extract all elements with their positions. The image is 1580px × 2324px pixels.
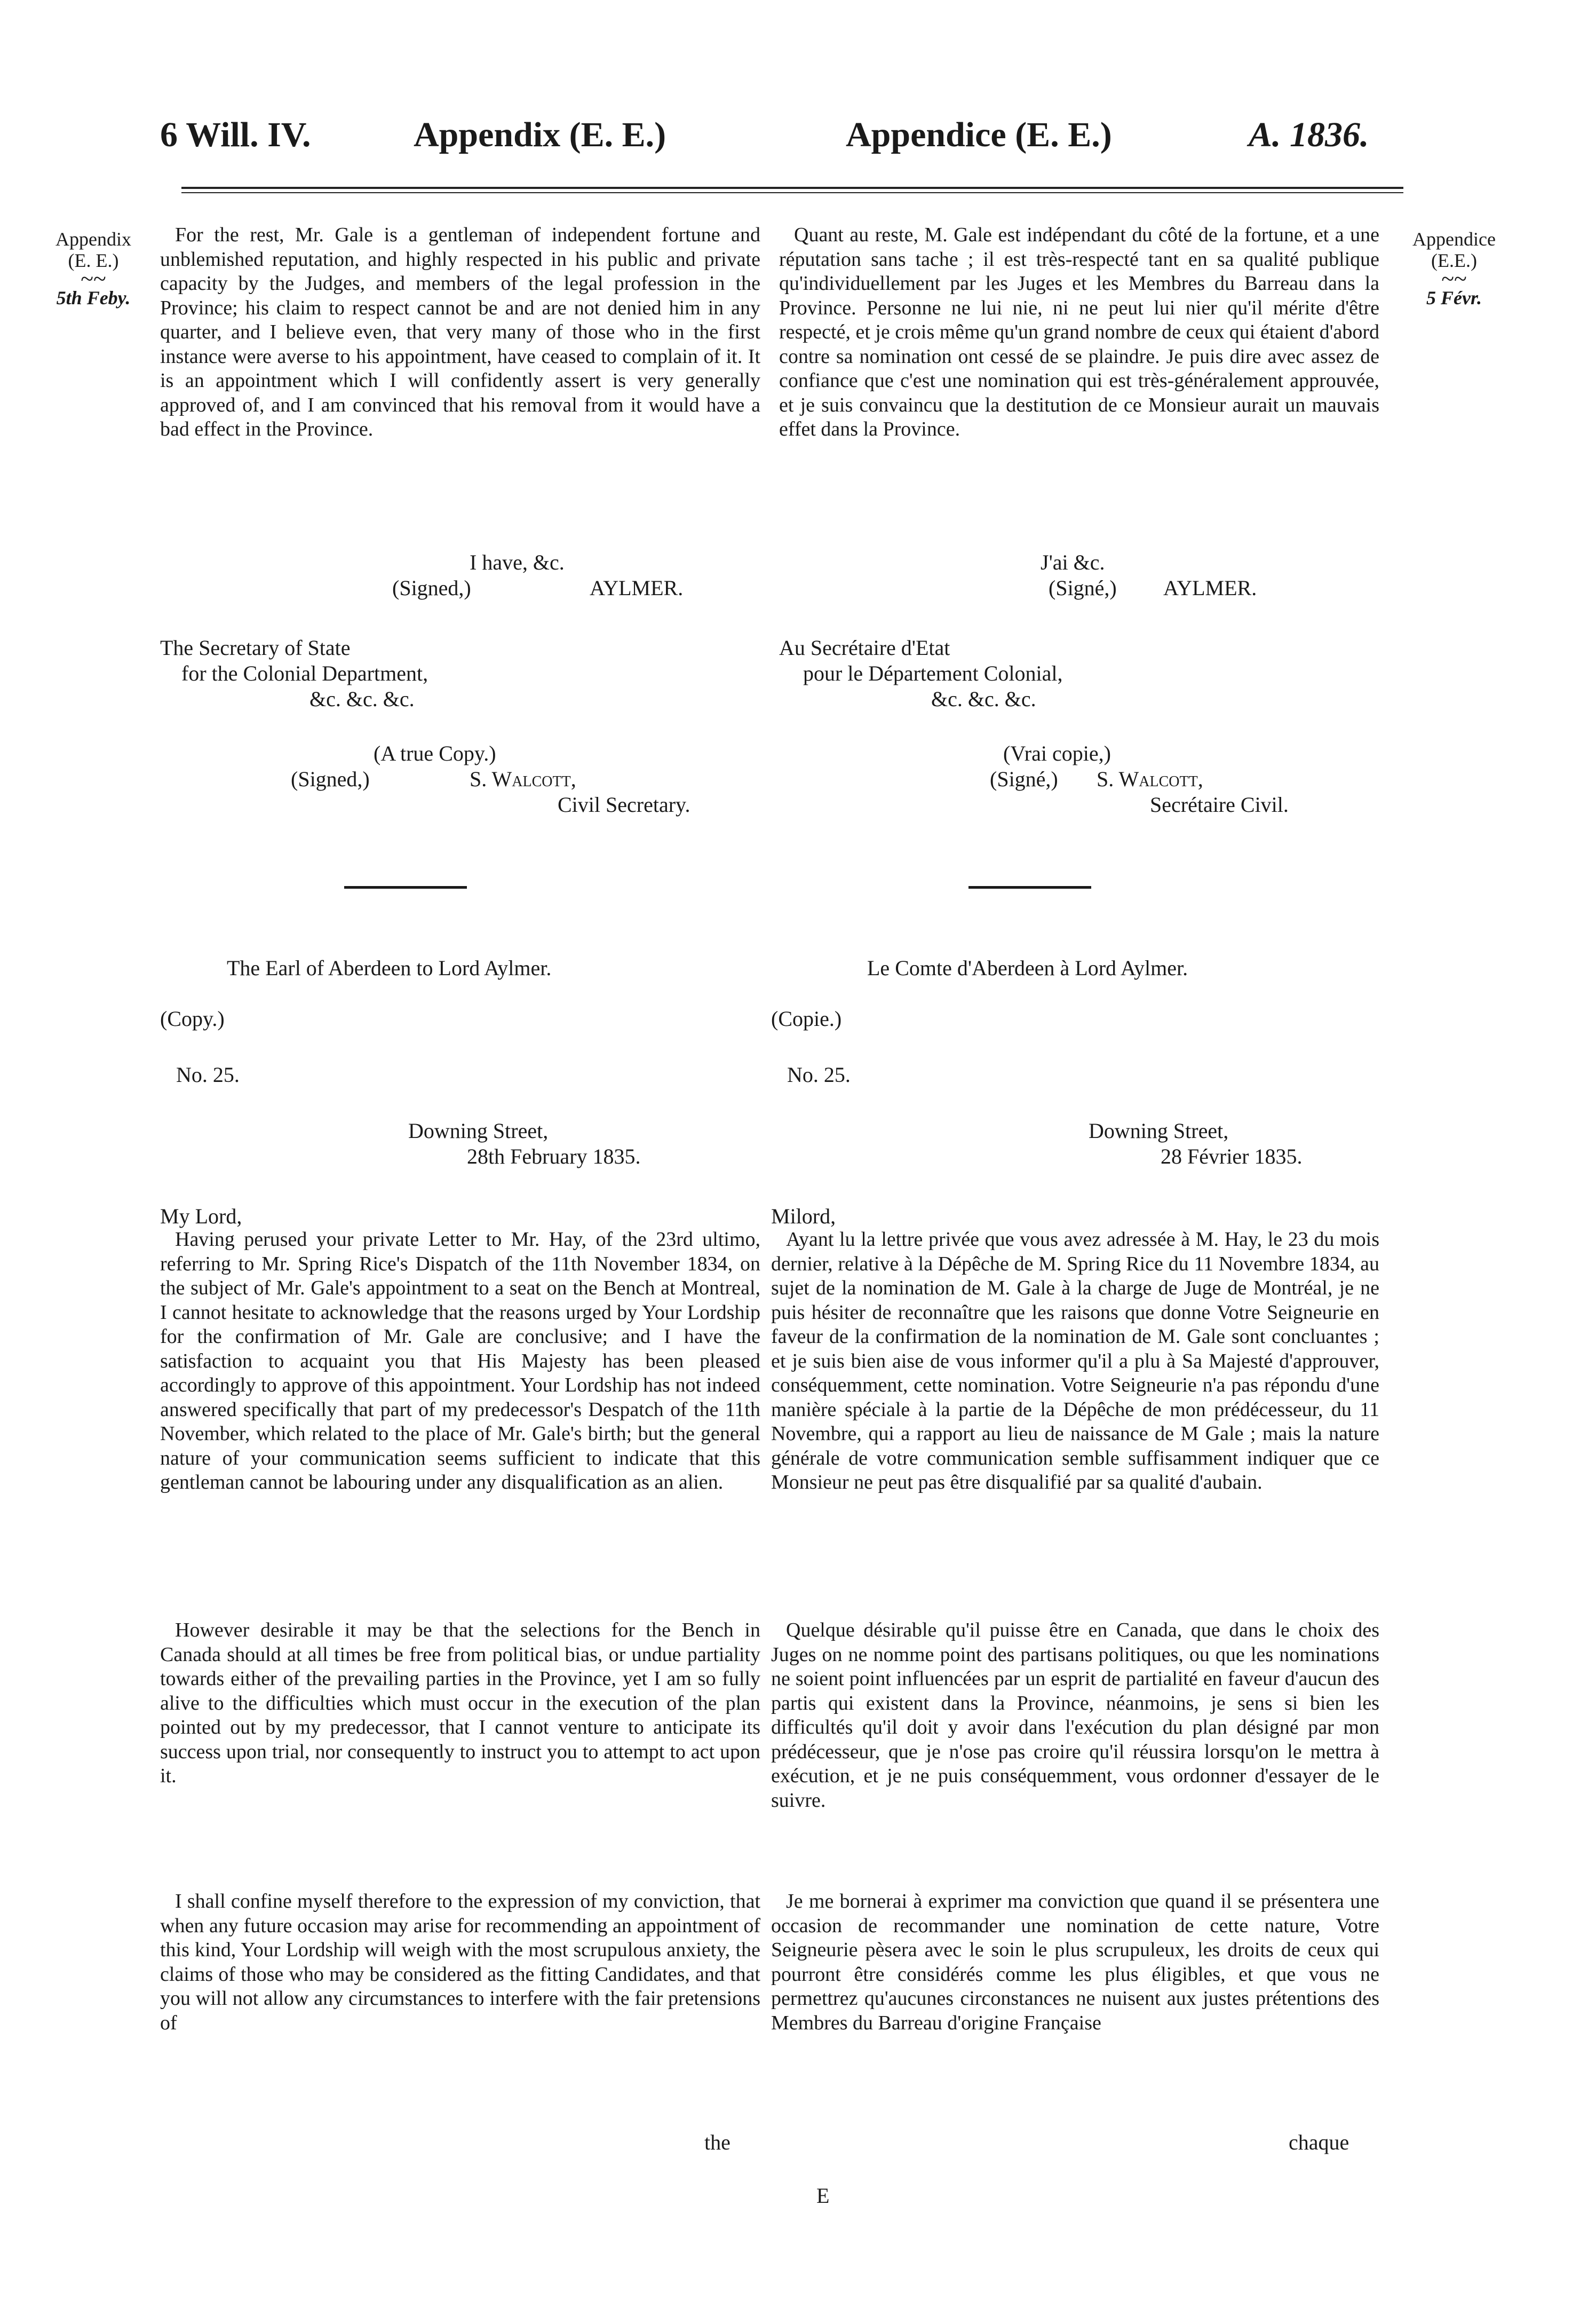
section-rule <box>344 886 467 889</box>
letter-title: The Earl of Aberdeen to Lord Aylmer. <box>227 956 552 980</box>
dispatch-date: 28th February 1835. <box>467 1144 641 1168</box>
signature-mark: E <box>816 2184 830 2208</box>
secretary-name: S. Walcott, <box>1097 767 1203 791</box>
signed-label: (Signed,) <box>392 576 471 600</box>
header-title-english: Appendix (E. E.) <box>414 115 666 154</box>
copy-label: (Copy.) <box>160 1007 225 1031</box>
true-copy-label: (Vrai copie,) <box>1003 741 1111 765</box>
margin-note-right <box>1393 228 1515 309</box>
dispatch-date: 28 Février 1835. <box>1161 1144 1303 1168</box>
copy-label: (Copie.) <box>771 1007 842 1031</box>
margin-sub: (E.E.) <box>1431 250 1477 271</box>
catchword: chaque <box>1289 2130 1349 2154</box>
margin-note-left <box>32 228 155 309</box>
french-body-paragraph: Quelque désirable qu'il puisse être en Canada, que dans le choix des Juges on ne nomme point des partisans politiques, ou que les nominations ne soient point influencées par un esprit de partialité en faveur d'aucun des partis qui existent dans la Province, néanmoins, je sens si bien les difficultés qu'il doit y avoir dans l'exécution du plan désigné par mon prédécesseur, que je n'ose pas croire qu'il réussira lorsqu'on le mettra à exécution, et je ne puis conséquemment, vous ordonner d'essayer de le suivre. <box>771 1619 1379 1812</box>
english-body-paragraph: I shall confine myself therefore to the expression of my conviction, that when any future occasion may arise for recommending an appointment of this kind, Your Lordship will weigh with the most scrupulous anxiety, the claims of those who may be considered as the fitting Candidates, and that you will not allow any circumstances to interfere with the fair pretensions of <box>160 1890 760 2034</box>
margin-date: 5 Févr. <box>1426 287 1482 309</box>
closing-phrase: J'ai &c. <box>1041 550 1105 574</box>
french-body-paragraph: Ayant lu la lettre privée que vous avez adressée à M. Hay, le 23 du mois dernier, relative à la Dépêche de M. Spring Rice du 11 Novembre 1834, au sujet de la nomination de M. Gale à la charge de Juge de Montréal, je ne puis hésiter de reconnaître que les raisons que donne Votre Seigneurie en faveur de la confirmation de la nomination de M. Gale sont concluantes ; et je suis bien aise de vous informer qu'il a plu à Sa Majesté d'approuver, conséquemment, cette nomination. Votre Seigneurie n'a pas répondu d'une manière spéciale à la partie de la Dépêche de mon prédécesseur, du 11 Novembre, qui a rapport au lieu de naissance de M Gale ; mais la nature générale de votre communication semble suffisamment indiquer que ce Monsieur ne peut pas être disqualifié par sa qualité d'aubain. <box>771 1228 1379 1493</box>
dispatch-place: Downing Street, <box>408 1119 549 1143</box>
addressee-line: The Secretary of State <box>160 636 351 660</box>
english-body-paragraph: Having perused your private Letter to Mr. Hay, of the 23rd ultimo, referring to Mr. Spring Rice's Dispatch of the 11th November 1834, on the subject of Mr. Gale's appointment to a seat on the Bench at Montreal, I cannot hesitate to acknowledge that the reasons urged by Your Lordship for the confirmation of Mr. Gale are conclusive; and I have the satisfaction to acquaint you that His Majesty has been pleased accordingly to approve of this appointment. Your Lordship has not indeed answered specifically that part of my predecessor's Despatch of the 11th November, which related to the place of Mr. Gale's birth; but the general nature of your communication seems sufficient to indicate that this gentleman cannot be labouring under any disqualification as an alien. <box>160 1228 760 1493</box>
margin-sub: (E. E.) <box>68 250 119 271</box>
signer-name: AYLMER. <box>1163 576 1257 600</box>
header-year: A. 1836. <box>1249 115 1369 154</box>
signed-label: (Signé,) <box>990 767 1058 791</box>
section-rule <box>968 886 1091 889</box>
english-body-paragraph: However desirable it may be that the selections for the Bench in Canada should at all times be free from political bias, or undue partiality towards either of the prevailing parties in the Province, yet I am so fully alive to the difficulties which must occur in the execution of the plan pointed out by my predecessor, that I cannot venture to anticipate its success upon trial, nor consequently to instruct you to attempt to act upon it. <box>160 1619 760 1787</box>
addressee-line: Au Secrétaire d'Etat <box>779 636 950 660</box>
margin-label: Appendix <box>55 228 131 250</box>
salutation: Milord, <box>771 1204 836 1228</box>
secretary-title: Secrétaire Civil. <box>1150 793 1289 817</box>
addressee-line: &c. &c. &c. <box>931 687 1036 711</box>
closing-phrase: I have, &c. <box>470 550 565 574</box>
true-copy-label: (A true Copy.) <box>374 741 496 765</box>
addressee-line: &c. &c. &c. <box>309 687 415 711</box>
header-rule-thin <box>181 192 1403 193</box>
margin-date: 5th Feby. <box>56 287 131 309</box>
salutation: My Lord, <box>160 1204 242 1228</box>
french-paragraph-intro: Quant au reste, M. Gale est indépendant du côté de la fortune, et a une réputation sans tache ; il est très-respecté tant en sa qualité publique qu'individuellement par les Juges et les Membres du Barreau dans la Province. Personne ne lui nie, ni ne peut lui nier qu'il mérite d'être respecté, et je crois même qu'un grand nombre de ceux qui étaient d'abord contre sa nomination ont cessé de se plaindre. Je puis dire avec assez de confiance que c'est une nomination qui est très-généralement approuvée, et je suis convaincu que la destitution de ce Monsieur aurait un mauvais effet dans la Province. <box>779 224 1379 440</box>
letter-title: Le Comte d'Aberdeen à Lord Aylmer. <box>867 956 1188 980</box>
header-rule <box>181 187 1403 189</box>
regnal-year: 6 Will. IV. <box>160 115 311 154</box>
signer-name: AYLMER. <box>590 576 684 600</box>
english-paragraph-intro: For the rest, Mr. Gale is a gentleman of independent fortune and unblemished reputation, and highly respected in his public and private capacity by the Judges, and members of the legal profession in the Province; his claim to respect cannot be and are not denied him in any quarter, and I believe even, that very many of those who in the first instance were averse to his appointment, have ceased to complain of it. It is an appointment which I will confidently assert is very generally approved of, and I am convinced that his removal from it would have a bad effect in the Province. <box>160 224 760 440</box>
flourish-icon: ~~ <box>1441 266 1467 292</box>
dispatch-number: No. 25. <box>787 1063 851 1087</box>
header-title-french: Appendice (E. E.) <box>846 115 1112 154</box>
addressee-line: for the Colonial Department, <box>181 661 428 685</box>
signed-label: (Signé,) <box>1049 576 1117 600</box>
french-body-paragraph: Je me bornerai à exprimer ma conviction que quand il se présentera une occasion de recommander une nomination de cette nature, Votre Seigneurie pèsera avec le soin le plus scrupuleux, les droits de ceux qui pourront être considérés comme les plus éligibles, et que vous ne permettrez qu'aucunes circonstances ne nuisent aux justes prétentions des Membres du Barreau d'origine Française <box>771 1890 1379 2034</box>
secretary-title: Civil Secretary. <box>558 793 690 817</box>
addressee-line: pour le Département Colonial, <box>803 661 1063 685</box>
dispatch-number: No. 25. <box>176 1063 240 1087</box>
signed-label: (Signed,) <box>291 767 370 791</box>
flourish-icon: ~~ <box>81 266 106 292</box>
catchword: the <box>704 2130 731 2154</box>
dispatch-place: Downing Street, <box>1089 1119 1229 1143</box>
margin-label: Appendice <box>1412 228 1496 250</box>
secretary-name: S. Walcott, <box>470 767 576 791</box>
